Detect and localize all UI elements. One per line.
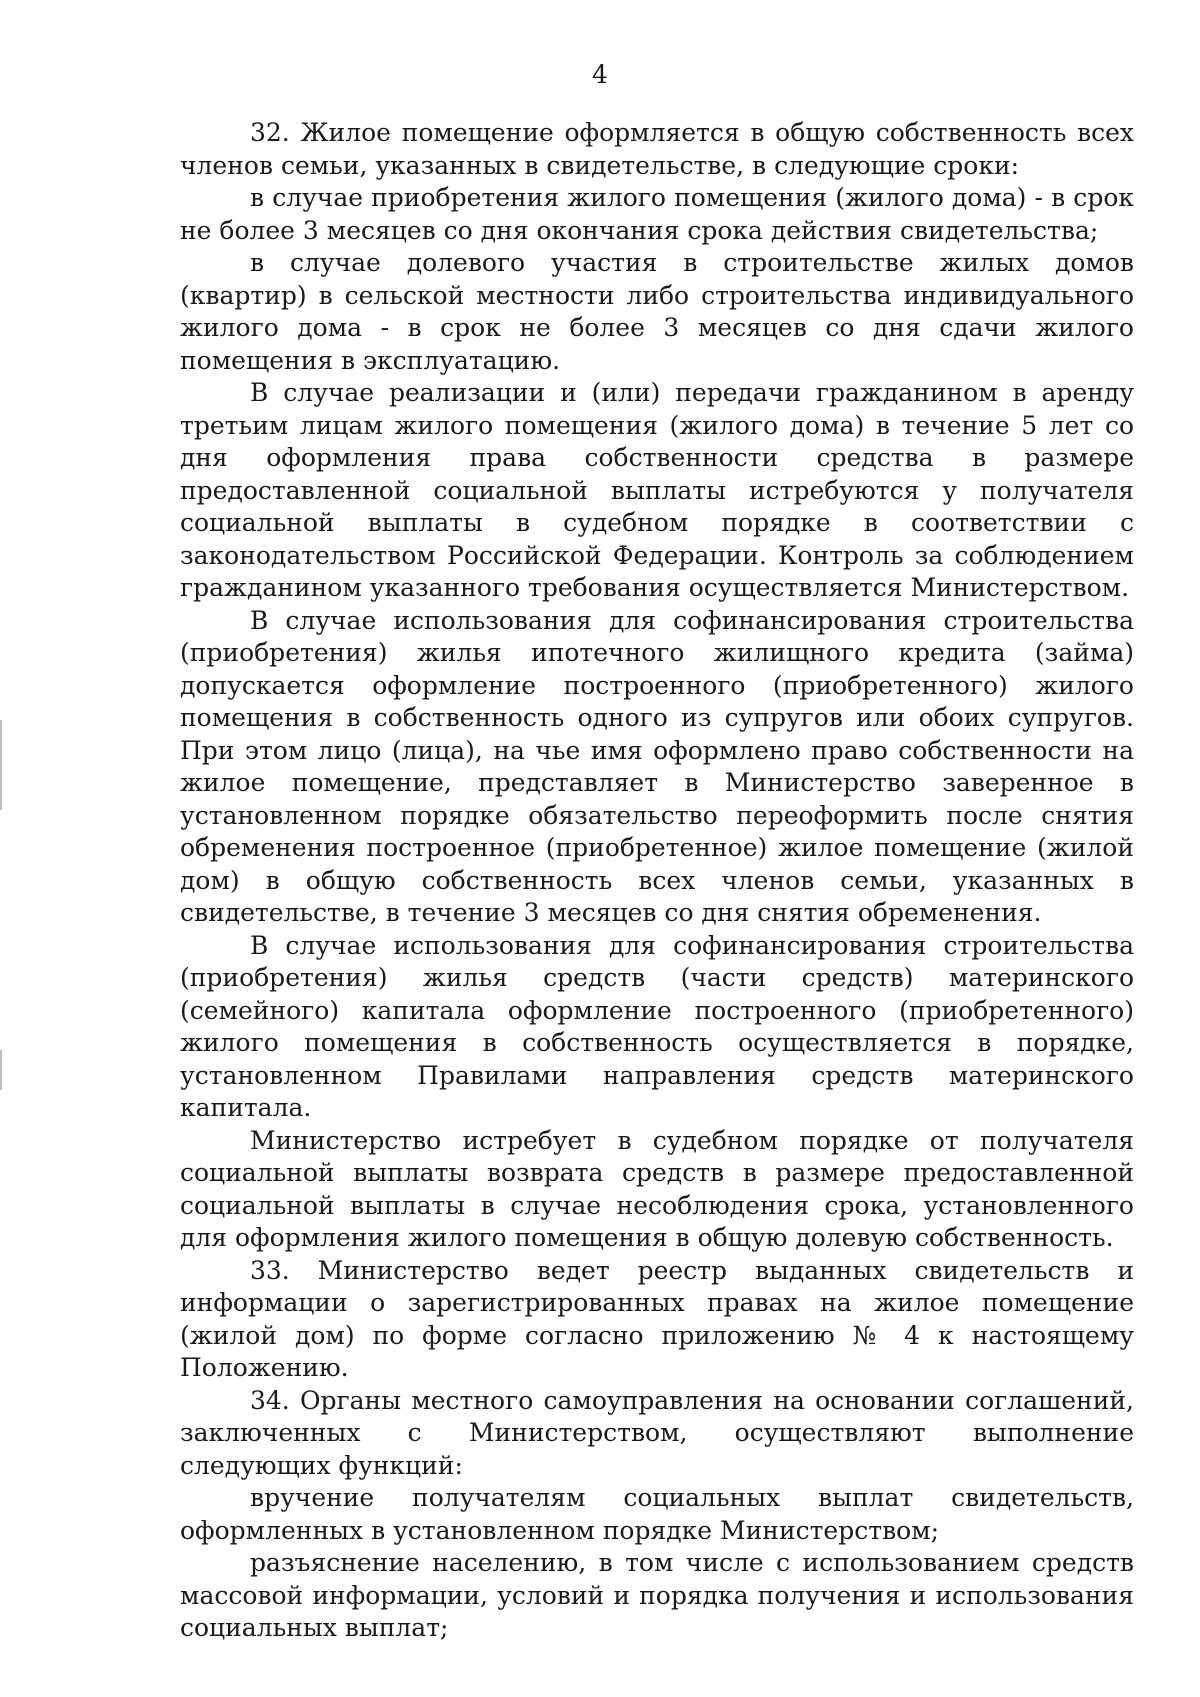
- paragraph-purchase-term: в случае приобретения жилого помещения (жилого дома) - в срок не более 3 месяцев со дня окончания срока действия свидетельства;: [180, 183, 1134, 245]
- paragraph-explanation: разъяснение населению, в том числе с использованием средств массовой информации, условий и порядка получения и использования социальных выплат;: [180, 1548, 1134, 1642]
- paragraph-34-local-government: 34. Органы местного самоуправления на основании соглашений, заключенных с Министерством, осуществляют выполнение следующих функций:: [180, 1385, 1134, 1480]
- paragraph-mortgage: В случае использования для софинансирования строительства (приобретения) жилья ипотечного жилищного кредита (займа) допускается оформление построенного (приобретенного) жилого помещения в собственность одного из супругов или обоих супругов. При этом лицо (лица), на чье имя оформлено право собственности на жилое помещение, представляет в Министерство заверенное в установленном порядке обязательство переоформить после снятия обременения построенное (приобретенное) жилое помещение (жилой дом) в общую собственность всех членов семьи, указанных в свидетельстве, в течение 3 месяцев со дня снятия обременения.: [180, 605, 1134, 927]
- scan-edge-mark: [0, 1050, 2, 1090]
- paragraph-33-registry: 33. Министерство ведет реестр выданных свидетельств и информации о зарегистрированных правах на жилое помещение (жилой дом) по форме согласно приложению № 4 к настоящему Положению.: [180, 1255, 1134, 1382]
- scan-edge-mark: [0, 720, 2, 810]
- paragraph-sale-rent: В случае реализации и (или) передачи гражданином в аренду третьим лицам жилого помещения (жилого дома) в течение 5 лет со дня оформления права собственности средства в размере предоставленной социальной выплаты истребуются у получателя социальной выплаты в судебном порядке в соответствии с законодательством Российской Федерации. Контроль за соблюдением гражданином указанного требования осуществляется Министерством.: [180, 378, 1134, 602]
- paragraph-maternity-capital: В случае использования для софинансирования строительства (приобретения) жилья средств (части средств) материнского (семейного) капитала оформление построенного (приобретенного) жилого помещения в собственность осуществляется в порядке, установленном Правилами направления средств материнского капитала.: [180, 930, 1134, 1122]
- paragraph-certificate-delivery: вручение получателям социальных выплат свидетельств, оформленных в установленном порядке Министерством;: [180, 1483, 1134, 1545]
- paragraph-construction-term: в случае долевого участия в строительстве жилых домов (квартир) в сельской местности либо строительства индивидуального жилого дома - в срок не более 3 месяцев со дня сдачи жилого помещения в эксплуатацию.: [180, 248, 1134, 375]
- page-number: 4: [592, 60, 608, 89]
- paragraph-refund: Министерство истребует в судебном порядке от получателя социальной выплаты возврата средств в размере предоставленной социальной выплаты в случае несоблюдения срока, установленного для оформления жилого помещения в общую долевую собственность.: [180, 1125, 1134, 1252]
- document-body: [180, 117, 1134, 1645]
- paragraph-32-intro: 32. Жилое помещение оформляется в общую собственность всех членов семьи, указанных в свидетельстве, в следующие сроки:: [180, 118, 1134, 180]
